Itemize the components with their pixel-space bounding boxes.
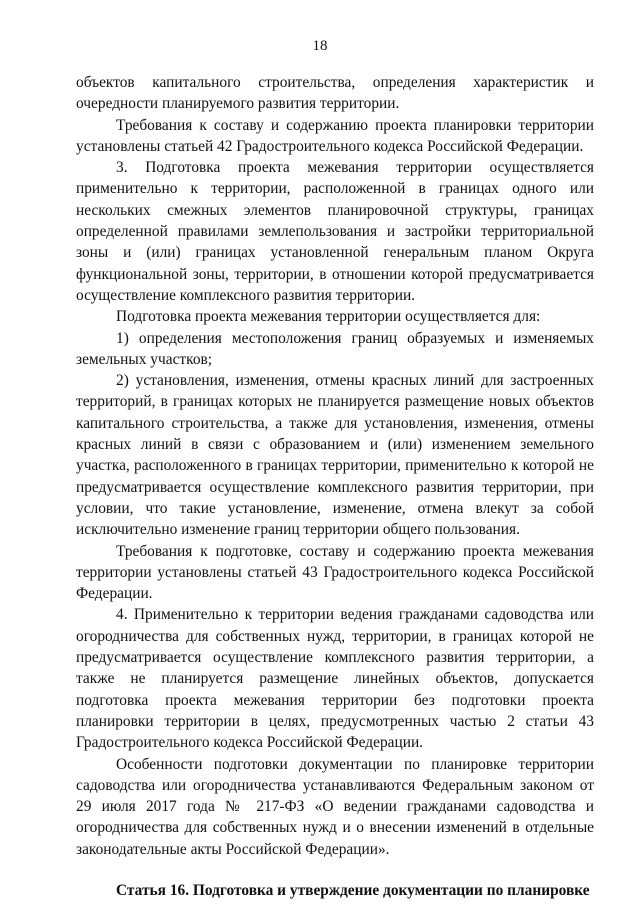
paragraph-item-3: 3. Подготовка проекта межевания территории осуществляется применительно к территории, расположенной в границах одного или нескольких смежных элементов планировочной структуры, границах определенной правилами землепользования и застройки территориальной зоны и (или) границах установленной генеральным планом Округа функциональной зоны, территории, в отношении которой предусматривается осуществление комплексного развития территории. bbox=[76, 159, 594, 304]
article-heading: Статья 16. Подготовка и утверждение документации по планировке bbox=[116, 881, 590, 899]
paragraph-continuation: объектов капитального строительства, определения характеристик и очередности планируемого развития территории. bbox=[76, 74, 594, 113]
paragraph-item-4: 4. Применительно к территории ведения гражданами садоводства или огородничества для собственных нужд, территории, в границах которой не предусматривается осуществление комплексного развития территории, а также не планируется размещение линейных объектов, допускается подготовка проекта межевания территории без подготовки проекта планировки территории в целях, предусмотренных частью 2 статьи 43 Градостроительного кодекса Российской Федерации. bbox=[76, 606, 594, 752]
list-item: 1) определения местоположения границ образуемых и изменяемых земельных участков; bbox=[76, 329, 594, 368]
paragraph: Подготовка проекта межевания территории осуществляется для: bbox=[116, 308, 541, 326]
list-item: 2) установления, изменения, отмены красных линий для застроенных территорий, в границах которых не планируется размещение новых объектов капитального строительства, а также для установления, изменения, отмены красных линий в связи с образованием и (или) изменением земельного участка, расположенного в границах территории, применительно к которой не предусматривается осуществление комплексного развития территории, при условии, что такие установление, изменение, отмена влекут за собой исключительно изменение границ территории общего пользования. bbox=[76, 372, 594, 539]
document-body bbox=[76, 72, 594, 901]
paragraph: Требования к подготовке, составу и содержанию проекта межевания территории установлены статьей 43 Градостроительного кодекса Российской Федерации. bbox=[76, 542, 594, 603]
paragraph: Особенности подготовки документации по планировке территории садоводства или огородничества устанавливаются Федеральным законом от 29 июля 2017 года № 217-ФЗ «О ведении гражданами садоводства и огородничества для собственных нужд и о внесении изменений в отдельные законодательные акты Российской Федерации». bbox=[76, 755, 594, 858]
page-number: 18 bbox=[312, 38, 328, 54]
paragraph: Требования к составу и содержанию проекта планировки территории установлены статьей 42 Градостроительного кодекса Российской Федерации. bbox=[76, 116, 594, 155]
